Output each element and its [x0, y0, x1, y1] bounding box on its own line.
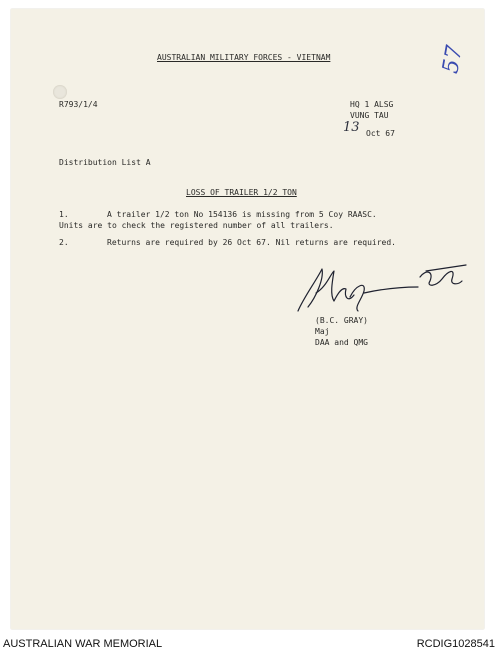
signatory-appointment: DAA and QMG	[315, 338, 368, 347]
archive-reference: RCDIG1028541	[416, 638, 495, 650]
from-unit: HQ 1 ALSG	[350, 100, 394, 109]
folio-mark: 57	[438, 43, 468, 76]
paragraph-1-line-2: Units are to check the registered number of all trailers.	[59, 221, 334, 230]
paragraph-1-number: 1.	[59, 210, 69, 219]
file-reference: R793/1/4	[59, 100, 98, 109]
archive-name: AUSTRALIAN WAR MEMORIAL	[3, 638, 163, 650]
handwritten-date-day: 13	[343, 120, 360, 135]
document-page	[11, 9, 484, 629]
location: VUNG TAU	[350, 111, 389, 120]
date: Oct 67	[366, 129, 395, 138]
document-header: AUSTRALIAN MILITARY FORCES - VIETNAM	[157, 53, 331, 62]
signatory-name: (B.C. GRAY)	[315, 316, 368, 325]
paragraph-2-number: 2.	[59, 238, 69, 247]
handwritten-signature	[286, 257, 476, 319]
signatory-rank: Maj	[315, 327, 330, 336]
punch-hole	[53, 85, 67, 99]
document-title: LOSS OF TRAILER 1/2 TON	[186, 188, 297, 197]
distribution-list: Distribution List A	[59, 158, 151, 167]
paragraph-1-line-1: A trailer 1/2 ton No 154136 is missing from 5 Coy RAASC.	[107, 210, 377, 219]
archive-footer	[0, 633, 499, 653]
paragraph-2-line-1: Returns are required by 26 Oct 67. Nil returns are required.	[107, 238, 396, 247]
